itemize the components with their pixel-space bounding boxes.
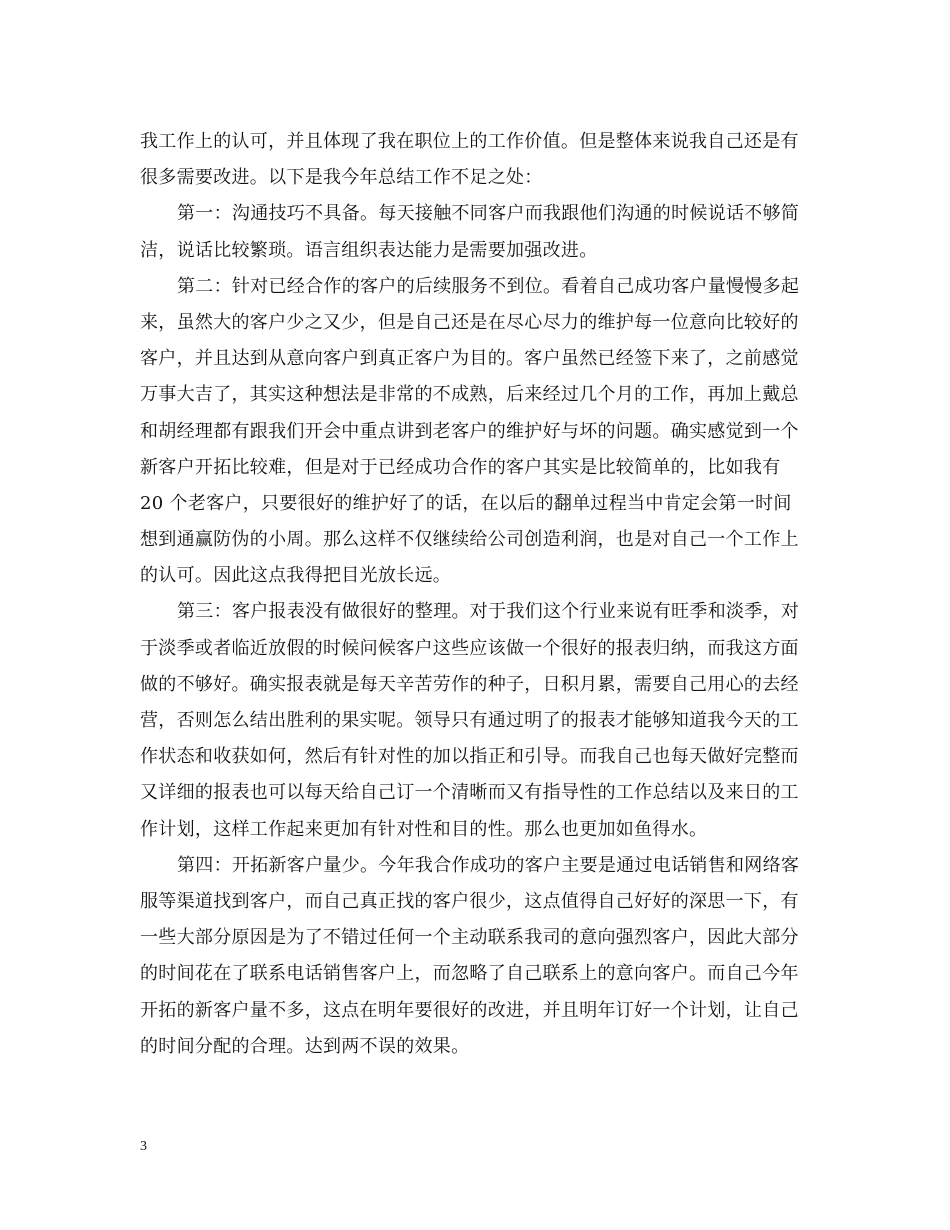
text-line: 万事大吉了，其实这种想法是非常的不成熟，后来经过几个月的工作，再加上戴总 [140,384,799,406]
text-line: 客户，并且达到从意向客户到真正客户为目的。客户虽然已经签下来了，之前感觉 [140,348,799,370]
text-line: 的认可。因此这点我得把目光放长远。 [140,565,452,587]
text-line: 的时间分配的合理。达到两不误的效果。 [140,1035,470,1057]
text-line: 20 个老客户，只要很好的维护好了的话，在以后的翻单过程当中肯定会第一时间 [140,492,792,514]
text-line: 做的不够好。确实报表就是每天辛苦劳作的种子，日积月累，需要自己用心的去经 [140,673,799,695]
text-line: 我工作上的认可，并且体现了我在职位上的工作价值。但是整体来说我自己还是有 [140,131,799,152]
text-line: 想到通赢防伪的小周。那么这样不仅继续给公司创造利润，也是对自己一个工作上 [140,529,799,551]
text-line: 作状态和收获如何，然后有针对性的加以指正和引导。而我自己也每天做好完整而 [140,746,799,768]
text-line: 很多需要改进。以下是我今年总结工作不足之处： [140,167,543,189]
text-line: 来，虽然大的客户少之又少，但是自己还是在尽心尽力的维护每一位意向比较好的 [140,311,799,333]
text-line: 作计划，这样工作起来更加有针对性和目的性。那么也更加如鱼得水。 [140,818,708,840]
text-line: 开拓的新客户量不多，这点在明年要很好的改进，并且明年订好一个计划，让自己 [140,999,799,1021]
text-line: 服等渠道找到客户，而自己真正找的客户很少，这点值得自己好好的深思一下，有 [140,890,799,912]
text-line: 又详细的报表也可以每天给自己订一个清晰而又有指导性的工作总结以及来日的工 [140,782,799,804]
text-line: 第四：开拓新客户量少。今年我合作成功的客户主要是通过电话销售和网络客 [177,854,800,876]
text-line: 于淡季或者临近放假的时候问候客户这些应该做一个很好的报表归纳，而我这方面 [140,637,799,659]
text-line: 第一：沟通技巧不具备。每天接触不同客户而我跟他们沟通的时候说话不够简 [177,203,800,225]
text-line: 的时间花在了联系电话销售客户上，而忽略了自己联系上的意向客户。而自己今年 [140,963,799,985]
text-line: 第三：客户报表没有做很好的整理。对于我们这个行业来说有旺季和淡季，对 [177,601,800,623]
page-number: 3 [140,1139,147,1154]
text-line: 第二：针对已经合作的客户的后续服务不到位。看着自己成功客户量慢慢多起 [177,275,800,297]
text-line: 新客户开拓比较难，但是对于已经成功合作的客户其实是比较简单的，比如我有 [140,456,781,478]
text-line: 和胡经理都有跟我们开会中重点讲到老客户的维护好与坏的问题。确实感觉到一个 [140,420,799,442]
text-line: 营，否则怎么结出胜利的果实呢。领导只有通过明了的报表才能够知道我今天的工 [140,710,799,731]
body-text [140,124,812,1065]
text-line: 洁，说话比较繁琐。语言组织表达能力是需要加强改进。 [140,239,598,261]
text-line: 一些大部分原因是为了不错过任何一个主动联系我司的意向强烈客户，因此大部分 [140,927,799,949]
